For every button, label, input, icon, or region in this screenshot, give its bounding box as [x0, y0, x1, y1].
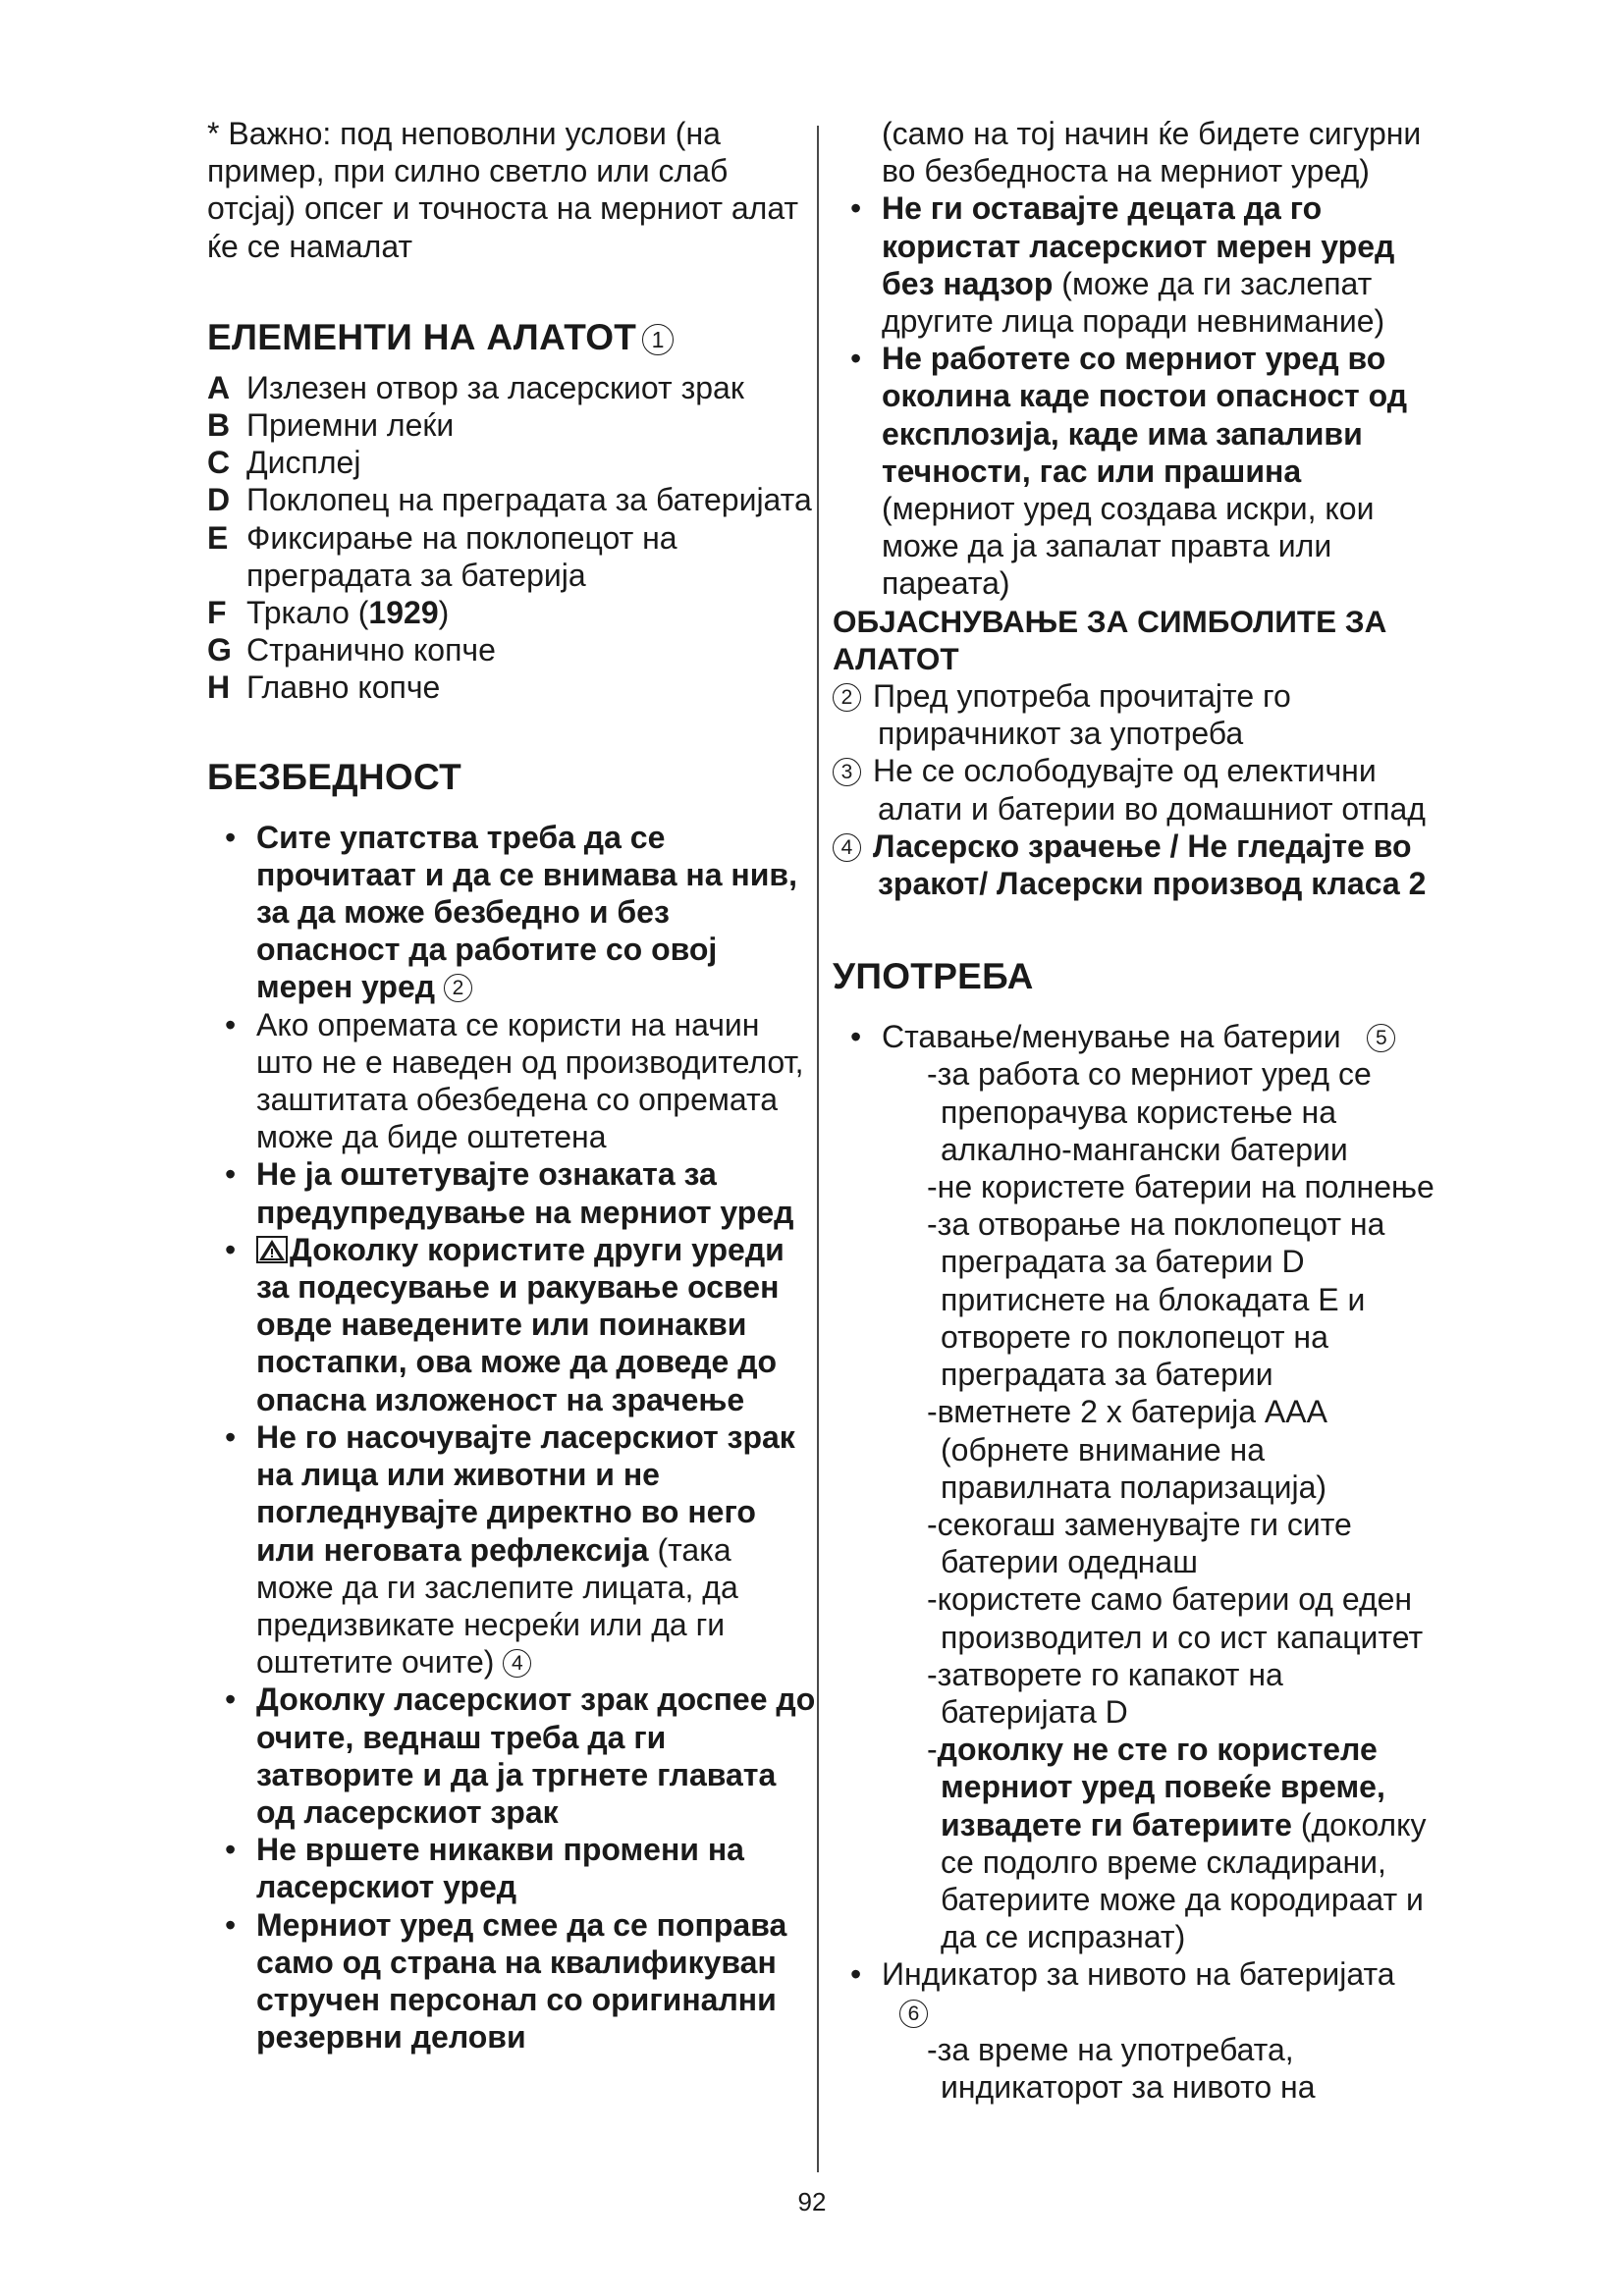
safety-item: • Не го насочувајте ласерскиот зрак на лица или животни и не погледнувајте директно во него или неговата рефлексија (така може да ги заслепите лицата, да предизвикате несреќи или да ги оштетите очите) 4	[225, 1418, 795, 1681]
continued-text: (само на тој начин ќе бидете сигурни во безбедноста на мерниот уред)	[882, 116, 1422, 189]
safety-item: • Не ја оштетувајте ознаката за предупредување на мерниот уред	[225, 1156, 794, 1230]
safety-item: • Не работете со мерниот уред во околина каде постои опасност од експлозија, каде има запаливи течности, гас или прашина (мерниот уред создава искри, кои може да ја запалат правта или пареата)	[850, 341, 1408, 602]
elements-heading: ЕЛЕМЕНТИ НА АЛАТОТ 1	[207, 316, 816, 359]
usage-subitems	[833, 1055, 1441, 1955]
element-item-b: B Приемни леќи	[207, 407, 455, 444]
usage-subitem: -користете само батерии од еден производител и со ист капацитет	[927, 1581, 1424, 1655]
element-item-h: H Главно копче	[207, 669, 441, 706]
column-divider	[817, 126, 819, 2172]
element-item-a: A Излезен отвор за ласерскиот зрак	[207, 369, 744, 405]
ref-circle-icon: 4	[503, 1649, 531, 1678]
usage-subitem: -за време на употребата, индикаторот за нивото на	[927, 2031, 1316, 2105]
element-item-d: D Поклопец на преградата за батеријата	[207, 482, 812, 518]
ref-circle-icon: 1	[642, 324, 674, 355]
symbols-heading: ОБЈАСНУВАЊЕ ЗА СИМБОЛИТЕ ЗА АЛАТОТ	[833, 603, 1387, 676]
element-item-c: C Дисплеј	[207, 445, 361, 481]
usage-list	[833, 1018, 1441, 2106]
safety-item: • Мерниот уред смее да се поправа само од страна на квалификуван стручен персонал со оригинални резервни делови	[225, 1906, 787, 2056]
usage-item: • Индикатор за нивото на батеријата 6	[833, 1955, 1441, 2030]
safety-item: • Не вршете никакви промени на ласерскиот уред	[225, 1832, 744, 1905]
ref-circle-icon: 2	[833, 683, 861, 712]
symbol-item: 3 Не се ослободувајте од електични алати и батерии во домашниот отпад	[833, 752, 1441, 827]
safety-item: • Доколку користите други уреди за подесување и ракување освен овде наведените или поинакви постапки, ова може да доведе до опасна изложеност на зрачење	[225, 1231, 785, 1417]
usage-subitem: -вметнете 2 x батерија AAA (обрнете внимание на правилната поларизација)	[927, 1394, 1327, 1505]
elements-list	[207, 369, 816, 707]
usage-subitem: -доколку не сте го користеле мерниот уред повеќе време, извадете ги батериите (доколку се подолго време складирани, батериите може да кородираат и да се испразнат)	[927, 1732, 1427, 1955]
usage-subitem: -не користете батерии на полнење	[927, 1169, 1435, 1205]
safety-item: • Сите упатства треба да се прочитаат и да се внимава на нив, за да може безбедно и без опасност да работите со овој мерен уред 2	[225, 819, 797, 1005]
element-item-f: F Тркало (1929)	[207, 595, 450, 631]
ref-circle-icon: 4	[833, 833, 861, 862]
ref-circle-icon: 5	[1367, 1024, 1395, 1052]
safety-item: • Ако опремата се користи на начин што не е наведен од производителот, заштитата обезбедена со опремата може да биде оштетена	[225, 1006, 804, 1155]
safety-item: • Не ги оставајте децата да го користат ласерскиот мерен уред без надзор (може да ги заслепат другите лица поради невнимание)	[850, 190, 1395, 340]
usage-item: • Ставање/менување на батерии 5	[833, 1018, 1441, 1055]
element-item-e: E Фиксирање на поклопецот на преградата за батерија	[207, 519, 677, 593]
safety-heading: БЕЗБЕДНОСТ	[207, 756, 461, 797]
usage-subitem: -за отворање на поклопецот на преградата за батерии D притиснете на блокадата E и отворете го поклопецот на преградата за батерии	[927, 1206, 1385, 1393]
symbol-item: 2 Пред употреба прочитајте го прирачникот за употреба	[833, 677, 1441, 752]
usage-subitems	[833, 2031, 1441, 2106]
usage-subitem: -секогаш заменувајте ги сите батерии одеднаш	[927, 1506, 1352, 1580]
page-number: 92	[797, 2187, 827, 2216]
usage-heading: УПОТРЕБА	[833, 956, 1034, 997]
ref-circle-icon: 2	[444, 974, 472, 1002]
element-item-g: G Странично копче	[207, 632, 496, 668]
right-column	[833, 115, 1441, 2106]
safety-item: • Доколку ласерскиот зрак доспее до очите, веднаш треба да ги затворите и да ја тргнете главата од ласерскиот зрак	[225, 1682, 816, 1830]
ref-circle-icon: 3	[833, 758, 861, 786]
symbols-list	[833, 677, 1441, 902]
usage-subitem: -за работа со мерниот уред се препорачува користење на алкално-мангански батерии	[927, 1056, 1372, 1167]
intro-note: * Важно: под неповолни услови (на пример, при силно светло или слаб отсјај) опсег и точноста на мерниот алат ќе се намалат	[207, 116, 799, 264]
warning-triangle-icon	[256, 1236, 288, 1263]
safety-list	[207, 819, 816, 2056]
ref-circle-icon: 6	[899, 2000, 928, 2028]
symbol-item: 4 Ласерско зрачење / Не гледајте во зракот/ Ласерски производ класа 2	[833, 828, 1441, 902]
usage-subitem: -затворете го капакот на батеријата D	[927, 1656, 1283, 1730]
left-column	[207, 115, 816, 2056]
